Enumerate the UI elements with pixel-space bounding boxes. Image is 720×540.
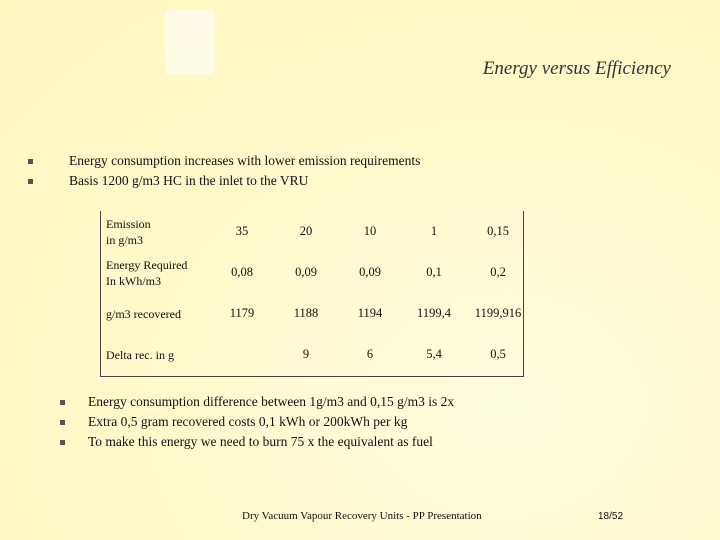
footer-text: Dry Vacuum Vapour Recovery Units - PP Presentation [242, 510, 482, 522]
bullet-icon [60, 400, 65, 405]
bullet-item [69, 171, 420, 191]
table-cell: 1194 [357, 306, 383, 320]
slide-title: Energy versus Efficiency [482, 58, 671, 79]
intro-bullet-list [69, 151, 420, 191]
row-label: Energy Required In kWh/m3 [106, 257, 188, 288]
bullet-text: Energy consumption difference between 1g/m3 and 0,15 g/m3 is 2x [88, 394, 455, 409]
table-row [100, 252, 530, 293]
table-cell: 10 [363, 224, 377, 238]
bullet-icon [28, 159, 33, 164]
bullet-text: To make this energy we need to burn 75 x the equivalent as fuel [88, 434, 433, 449]
table-cell: 1 [430, 224, 438, 238]
table-cell: 1199,4 [417, 306, 451, 320]
bullet-text: Basis 1200 g/m3 HC in the inlet to the VRU [69, 173, 309, 188]
page-number: 18/52 [598, 511, 624, 522]
bullet-icon [60, 440, 65, 445]
table-cell: 0,09 [295, 265, 317, 279]
bullet-item [88, 432, 454, 452]
table-cell: 0,08 [231, 265, 253, 279]
table-cell: 0,5 [490, 347, 506, 361]
bullet-item [88, 392, 454, 412]
bullet-text: Energy consumption increases with lower emission requirements [69, 153, 421, 168]
table-row [100, 334, 530, 375]
table-row [100, 293, 530, 334]
table-cell: 0,09 [359, 265, 381, 279]
bullet-icon [60, 420, 65, 425]
row-label: Delta rec. in g [106, 347, 174, 362]
bullet-text: Extra 0,5 gram recovered costs 0,1 kWh or 200kWh per kg [88, 414, 408, 429]
row-label: Emission in g/m3 [106, 216, 151, 247]
row-label: g/m3 recovered [106, 306, 181, 321]
table-cell: 1179 [229, 306, 255, 320]
table-cell: 1199,916 [474, 306, 522, 320]
table-row [100, 211, 530, 252]
table-cell: 5,4 [426, 347, 442, 361]
table-cell: 35 [235, 224, 249, 238]
table-cell: 0,1 [426, 265, 442, 279]
table-cell: 0,15 [487, 224, 509, 238]
bullet-item [88, 412, 454, 432]
decorative-block [165, 10, 215, 75]
bullet-item [69, 151, 420, 171]
table-cell: 6 [366, 347, 374, 361]
table-cell: 20 [299, 224, 313, 238]
bullet-icon [28, 179, 33, 184]
table-cell: 0,2 [490, 265, 506, 279]
outro-bullet-list [88, 392, 454, 452]
table-cell: 1188 [293, 306, 319, 320]
efficiency-table [100, 211, 530, 375]
table-cell: 9 [302, 347, 310, 361]
table-cell [210, 334, 274, 375]
